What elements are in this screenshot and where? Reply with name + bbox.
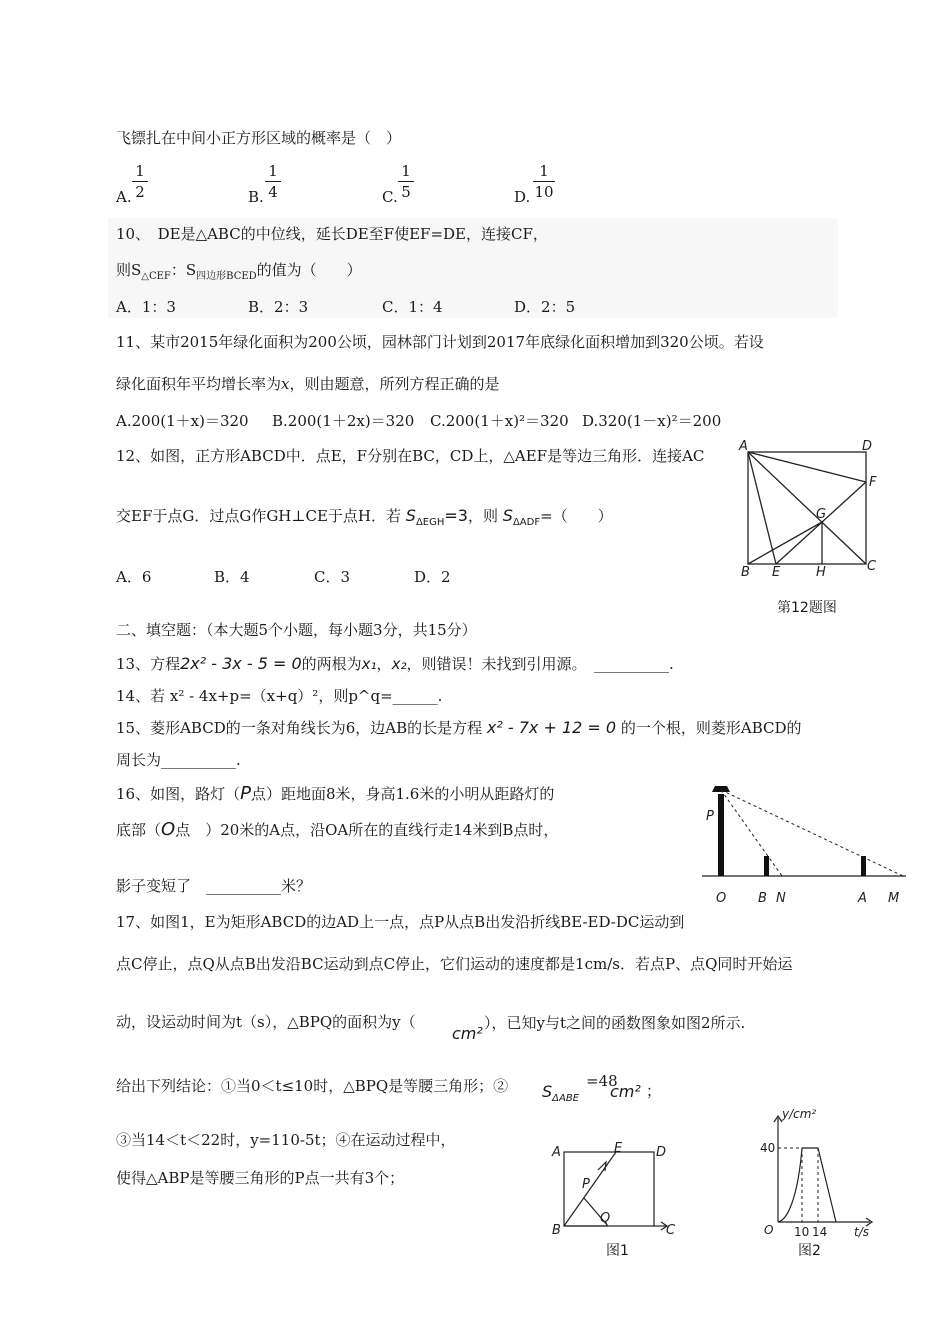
q10-option-d: D．2：5: [514, 298, 576, 316]
fig1-label-a: A: [552, 1145, 561, 1160]
q9-option-b-fraction: [265, 162, 281, 201]
q13-pre: 13、方程: [116, 655, 181, 673]
q17-line4-post: ；: [646, 1082, 662, 1100]
q10-l2-pre: 则S: [116, 261, 142, 279]
q12-option-a: A．6: [116, 568, 152, 586]
arrow-head-e: [598, 1162, 606, 1171]
q17-line3-post: ），已知y与t之间的函数图象如图2所示.: [484, 1014, 746, 1032]
q15-equation: x² - 7x + 12 = 0: [486, 718, 617, 737]
q10-line2: [116, 260, 362, 287]
fig1-label-c: C: [666, 1223, 676, 1238]
q16-figure: [698, 776, 910, 910]
q11-line2: [116, 374, 500, 394]
q12-figure-caption: 第12题图: [777, 600, 837, 616]
lamp-head: [712, 786, 730, 792]
light-ray-n: [721, 790, 782, 876]
segment-ae: [748, 452, 776, 564]
q17-l4-pre: 给出下列结论：①当0＜t≤10时，△BPQ是等腰三角形；②: [116, 1077, 509, 1095]
q17-line4: [116, 1076, 508, 1096]
q12-figure: [736, 438, 886, 580]
q13-sep: ，: [376, 655, 392, 673]
q9-option-b-label: B.: [248, 188, 264, 206]
q17-figure2: [758, 1106, 882, 1240]
q13-x2: x₂: [391, 655, 407, 673]
q9-c-num: 1: [401, 162, 411, 180]
q9-a-num: 1: [135, 162, 145, 180]
q9-option-d-label: D.: [514, 188, 531, 206]
q15-l1-post: 的一个根，则菱形ABCD的: [620, 719, 802, 737]
q9-option-c-fraction: [398, 162, 414, 201]
q9-a-den: 2: [135, 183, 145, 201]
q9-b-den: 4: [268, 183, 278, 201]
fig2-label-y: y/cm²: [782, 1107, 817, 1121]
q17-line2: 点C停止，点Q从点B出发沿BC运动到点C停止，它们运动的速度都是1cm/s．若点P、点Q同时开始运: [116, 955, 793, 973]
q9-option-a-fraction: [132, 162, 148, 201]
q12-option-d: D．2: [414, 568, 451, 586]
fig1-label-b: B: [552, 1223, 561, 1238]
q11-option-b: B.200(1＋2x)＝320: [272, 412, 415, 430]
q11-option-c: C.200(1＋x)²＝320: [430, 412, 569, 430]
q9-b-num: 1: [268, 162, 278, 180]
q16-line2: [116, 820, 558, 840]
person-at-a: [861, 856, 866, 876]
q12-s1-val: =3: [444, 506, 468, 525]
q9-option-c-label: C.: [382, 188, 398, 206]
q12-option-c: C．3: [314, 568, 351, 586]
q17-figure1-caption: 图1: [606, 1243, 629, 1259]
q10-l2-sub1: △CEF: [141, 271, 171, 282]
q13-blank: __________.: [593, 655, 674, 673]
q12-s1: S: [405, 506, 416, 525]
fig16-label-a: A: [858, 891, 867, 906]
q16-p: P: [240, 783, 251, 804]
q10-option-c: C．1：4: [382, 298, 443, 316]
q9-d-den: 10: [534, 183, 554, 201]
fig12-label-d: D: [862, 439, 873, 454]
q10-option-b: B．2：3: [248, 298, 309, 316]
segment-ac: [748, 452, 866, 564]
fig1-label-p: P: [582, 1177, 590, 1192]
q9-d-num: 1: [539, 162, 549, 180]
fig2-label-x: t/s: [854, 1225, 869, 1239]
person-at-b: [764, 856, 769, 876]
q10-option-a: A．1：3: [116, 298, 176, 316]
q17-unit: cm²: [452, 1024, 483, 1043]
q11-option-a: A.200(1＋x)＝320: [116, 412, 249, 430]
q17-line1: 17、如图1，E为矩形ABCD的边AD上一点，点P从点B出发沿折线BE-ED-DC运动到: [116, 913, 685, 931]
q16-line1: [116, 784, 554, 804]
lamp-post: [718, 794, 724, 876]
q12-line1: 12、如图，正方形ABCD中．点E，F分别在BC，CD上，△AEF是等边三角形．连接AC: [116, 447, 705, 465]
function-curve: [778, 1148, 836, 1222]
q9-c-den: 5: [401, 183, 411, 201]
q17-line5: ③当14＜t＜22时，y=110-5t；④在运动过程中，: [116, 1131, 456, 1149]
q11-l2-pre: 绿化面积年平均增长率为: [116, 375, 282, 393]
section2-heading: 二、填空题：（本大题5个小题，每小题3分，共15分）: [116, 621, 477, 639]
fig16-label-b: B: [758, 891, 767, 906]
fig16-label-n: N: [776, 891, 786, 906]
q12-s1-sub: ΔEGH: [415, 517, 445, 528]
light-ray-m: [721, 790, 903, 876]
q15-line2: 周长为__________.: [116, 751, 241, 769]
q17-s-abe: [542, 1082, 579, 1104]
q15-l1-pre: 15、菱形ABCD的一条对角线长为6，边AB的长是方程: [116, 719, 483, 737]
fig16-label-m: M: [888, 891, 900, 906]
q12-s2: S: [502, 506, 513, 525]
q12-l2-post: =（ ）: [540, 507, 613, 525]
q10-l2-post: 的值为（ ）: [256, 261, 362, 279]
q13-line: [116, 654, 674, 674]
fig2-label-10: 10: [794, 1225, 810, 1239]
q12-s2-sub: ΔADF: [512, 517, 541, 528]
q16-l2-post: 点 ）20米的A点，沿OA所在的直线行走14米到B点时，: [175, 821, 559, 839]
fig1-label-e: E: [614, 1141, 623, 1156]
q16-o: O: [161, 819, 176, 840]
q13-equation: 2x² - 3x - 5 = 0: [180, 654, 302, 673]
q17-l3-pre: 动，设运动时间为t（s），△BPQ的面积为y（: [116, 1013, 416, 1031]
q17-line6: 使得△ABP是等腰三角形的P点一共有3个；: [116, 1169, 405, 1187]
q17-unit-2: cm²: [610, 1082, 641, 1101]
fig12-label-f: F: [869, 475, 877, 490]
q13-x1: x₁: [361, 655, 377, 673]
q11-option-d: D.320(1－x)²＝200: [582, 412, 722, 430]
q16-line3: 影子变短了 __________米？: [116, 877, 312, 895]
q11-l2-post: ，则由题意，所列方程正确的是: [289, 375, 500, 393]
segment-gb: [748, 522, 822, 564]
q12-option-b: B．4: [214, 568, 250, 586]
fig12-label-g: G: [816, 507, 827, 522]
q16-l1-post: 点）距地面8米，身高1.6米的小明从距路灯的: [250, 785, 555, 803]
q10-stem: 10、 DE是△ABC的中位线，延长DE至F使EF=DE，连接CF，: [116, 225, 548, 243]
fig12-label-c: C: [867, 559, 877, 574]
q9-option-d-fraction: [533, 162, 555, 201]
fig16-label-p: P: [706, 809, 714, 824]
q11-var: x: [281, 375, 290, 393]
q16-l2-pre: 底部（: [116, 821, 162, 839]
fig1-label-d: D: [656, 1145, 667, 1160]
q17-figure2-caption: 图2: [798, 1243, 821, 1259]
q17-s-abe-sub: ΔABE: [552, 1093, 580, 1105]
fig12-label-h: H: [816, 565, 826, 580]
q12-line2: [116, 506, 613, 533]
fig12-label-e: E: [772, 565, 781, 580]
fig2-label-40: 40: [760, 1141, 776, 1155]
fig1-label-q: Q: [600, 1211, 611, 1226]
q17-line3: [116, 1012, 416, 1032]
segment-af: [748, 452, 866, 482]
q16-l1-pre: 16、如图，路灯（: [116, 785, 241, 803]
q10-l2-mid: ：S: [170, 261, 197, 279]
q12-l2-pre: 交EF于点G．过点G作GH⊥CE于点H．若: [116, 507, 402, 525]
fig2-label-origin: O: [764, 1223, 774, 1237]
q9-option-a-label: A.: [116, 188, 132, 206]
q14-line: 14、若 x² - 4x+p=（x+q）²，则p^q=______.: [116, 687, 443, 705]
q15-line1: [116, 718, 802, 738]
q10-l2-sub2: 四边形BCED: [196, 271, 257, 282]
q17-figure1: [550, 1140, 674, 1240]
q17-s-abe-s: S: [542, 1082, 553, 1101]
fig12-label-a: A: [739, 439, 748, 454]
fig16-label-o: O: [716, 891, 727, 906]
q13-post: ，则错误！未找到引用源。: [406, 655, 579, 673]
q12-l2-mid: ，则: [467, 507, 498, 525]
q13-mid: 的两根为: [301, 655, 362, 673]
q11-line1: 11、某市2015年绿化面积为200公顷，园林部门计划到2017年底绿化面积增加到320公顷。若设: [116, 333, 764, 351]
q17-line4-val: =48: [586, 1072, 618, 1090]
q9-stem: 飞镖扎在中间小正方形区域的概率是（ ）: [116, 129, 402, 147]
fig2-label-14: 14: [812, 1225, 828, 1239]
fig12-label-b: B: [741, 565, 750, 580]
